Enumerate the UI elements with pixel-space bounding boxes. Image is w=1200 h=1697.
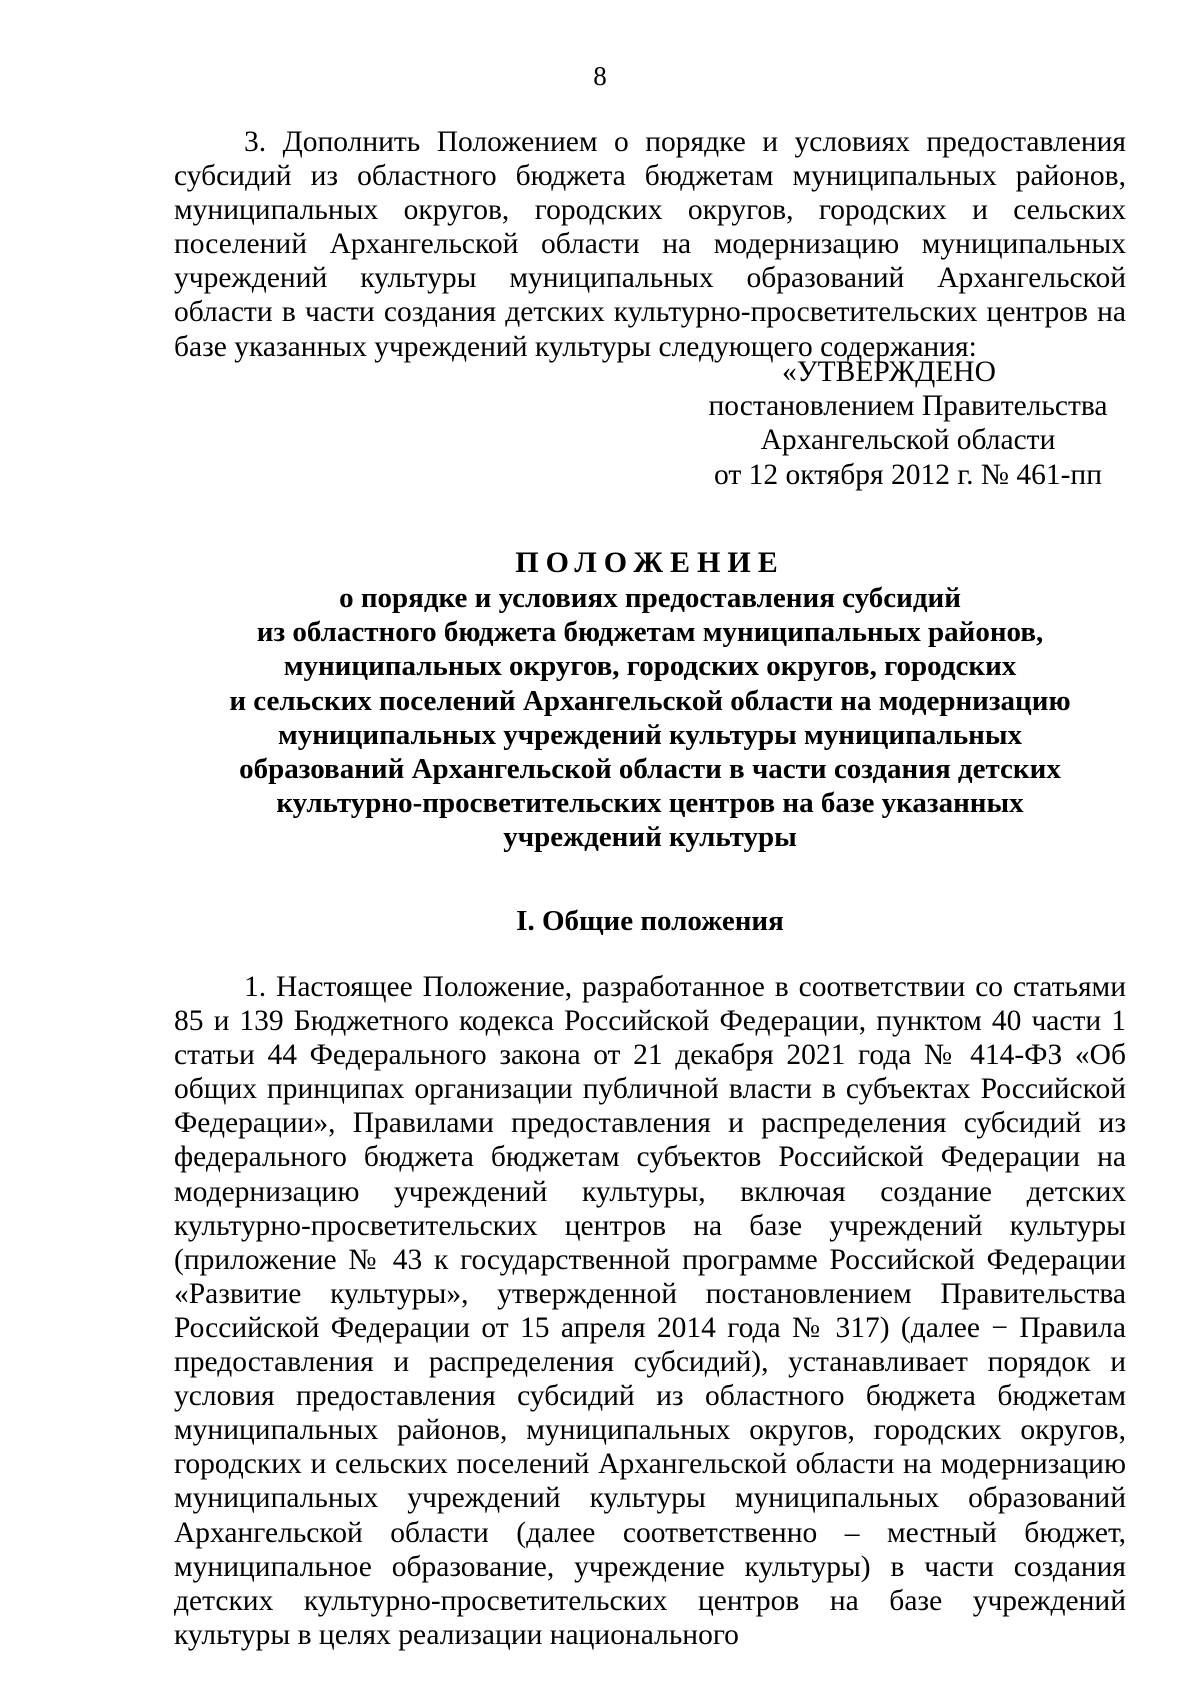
subtitle-line: из областного бюджета бюджетам муниципальных районов, <box>256 616 1044 649</box>
document-title: ПОЛОЖЕНИЕ <box>515 546 785 579</box>
paragraph-1 <box>174 970 1126 1652</box>
subtitle-line: муниципальных учреждений культуры муниципальных <box>277 718 1023 751</box>
approval-line-decree: постановлением Правительства <box>708 390 1108 423</box>
paragraph-3 <box>174 125 1126 364</box>
subtitle-line: учреждений культуры <box>503 821 797 854</box>
approval-line-approved: «УТВЕРЖДЕНО <box>782 356 996 388</box>
subtitle-line: и сельских поселений Архангельской области на модернизацию <box>229 684 1071 717</box>
subtitle-line: муниципальных округов, городских округов, городских <box>283 650 1017 683</box>
approval-stamp-block <box>690 355 1126 492</box>
page-number: 8 <box>593 61 607 91</box>
approval-line-date: от 12 октября 2012 г. № 461-пп <box>713 458 1103 491</box>
subtitle-line: о порядке и условиях предоставления субсидий <box>339 582 961 614</box>
document-subtitle <box>174 581 1126 855</box>
paragraph-1-text: 1. Настоящее Положение, разработанное в соответствии со статьями 85 и 139 Бюджетного кодекса Российской Федерации, пунктом 40 части 1 статьи 44 Федерального закона от 21 декабря 2021 года № 414-ФЗ «Об общих принципах организации публичной власти в субъектах Российской Федерации», Правилами предоставления и распределения субсидий из федерального бюджета бюджетам субъектов Российской Федерации на модернизацию учреждений культуры, включая создание детских культурно-просветительских центров на базе учреждений культуры (приложение № 43 к государственной программе Российской Федерации «Развитие культуры», утвержденной постановлением Правительства Российской Федерации от 15 апреля 2014 года № 317) (далее − Правила предоставления и распределения субсидий), устанавливает порядок и условия предоставления субсидий из областного бюджета бюджетам муниципальных районов, муниципальных округов, городских округов, городских и сельских поселений Архангельской области на модернизацию муниципальных учреждений культуры муниципальных образований Архангельской области (далее соответственно – местный бюджет, муниципальное образование, учреждение культуры) в части создания детских культурно-просветительских центров на базе учреждений культуры в целях реализации национального <box>174 971 1126 1651</box>
section-heading: I. Общие положения <box>516 905 784 937</box>
paragraph-3-text: 3. Дополнить Положением о порядке и условиях предоставления субсидий из областного бюджета бюджетам муниципальных районов, муниципальных округов, городских округов, городских и сельских поселений Архангельской области на модернизацию муниципальных учреждений культуры муниципальных образований Архангельской области в части создания детских культурно-просветительских центров на базе указанных учреждений культуры следующего содержания: <box>174 126 1126 363</box>
approval-line-region: Архангельской области <box>760 424 1056 457</box>
subtitle-line: культурно-просветительских центров на базе указанных <box>276 787 1024 820</box>
subtitle-line: образований Архангельской области в части создания детских <box>239 753 1061 786</box>
